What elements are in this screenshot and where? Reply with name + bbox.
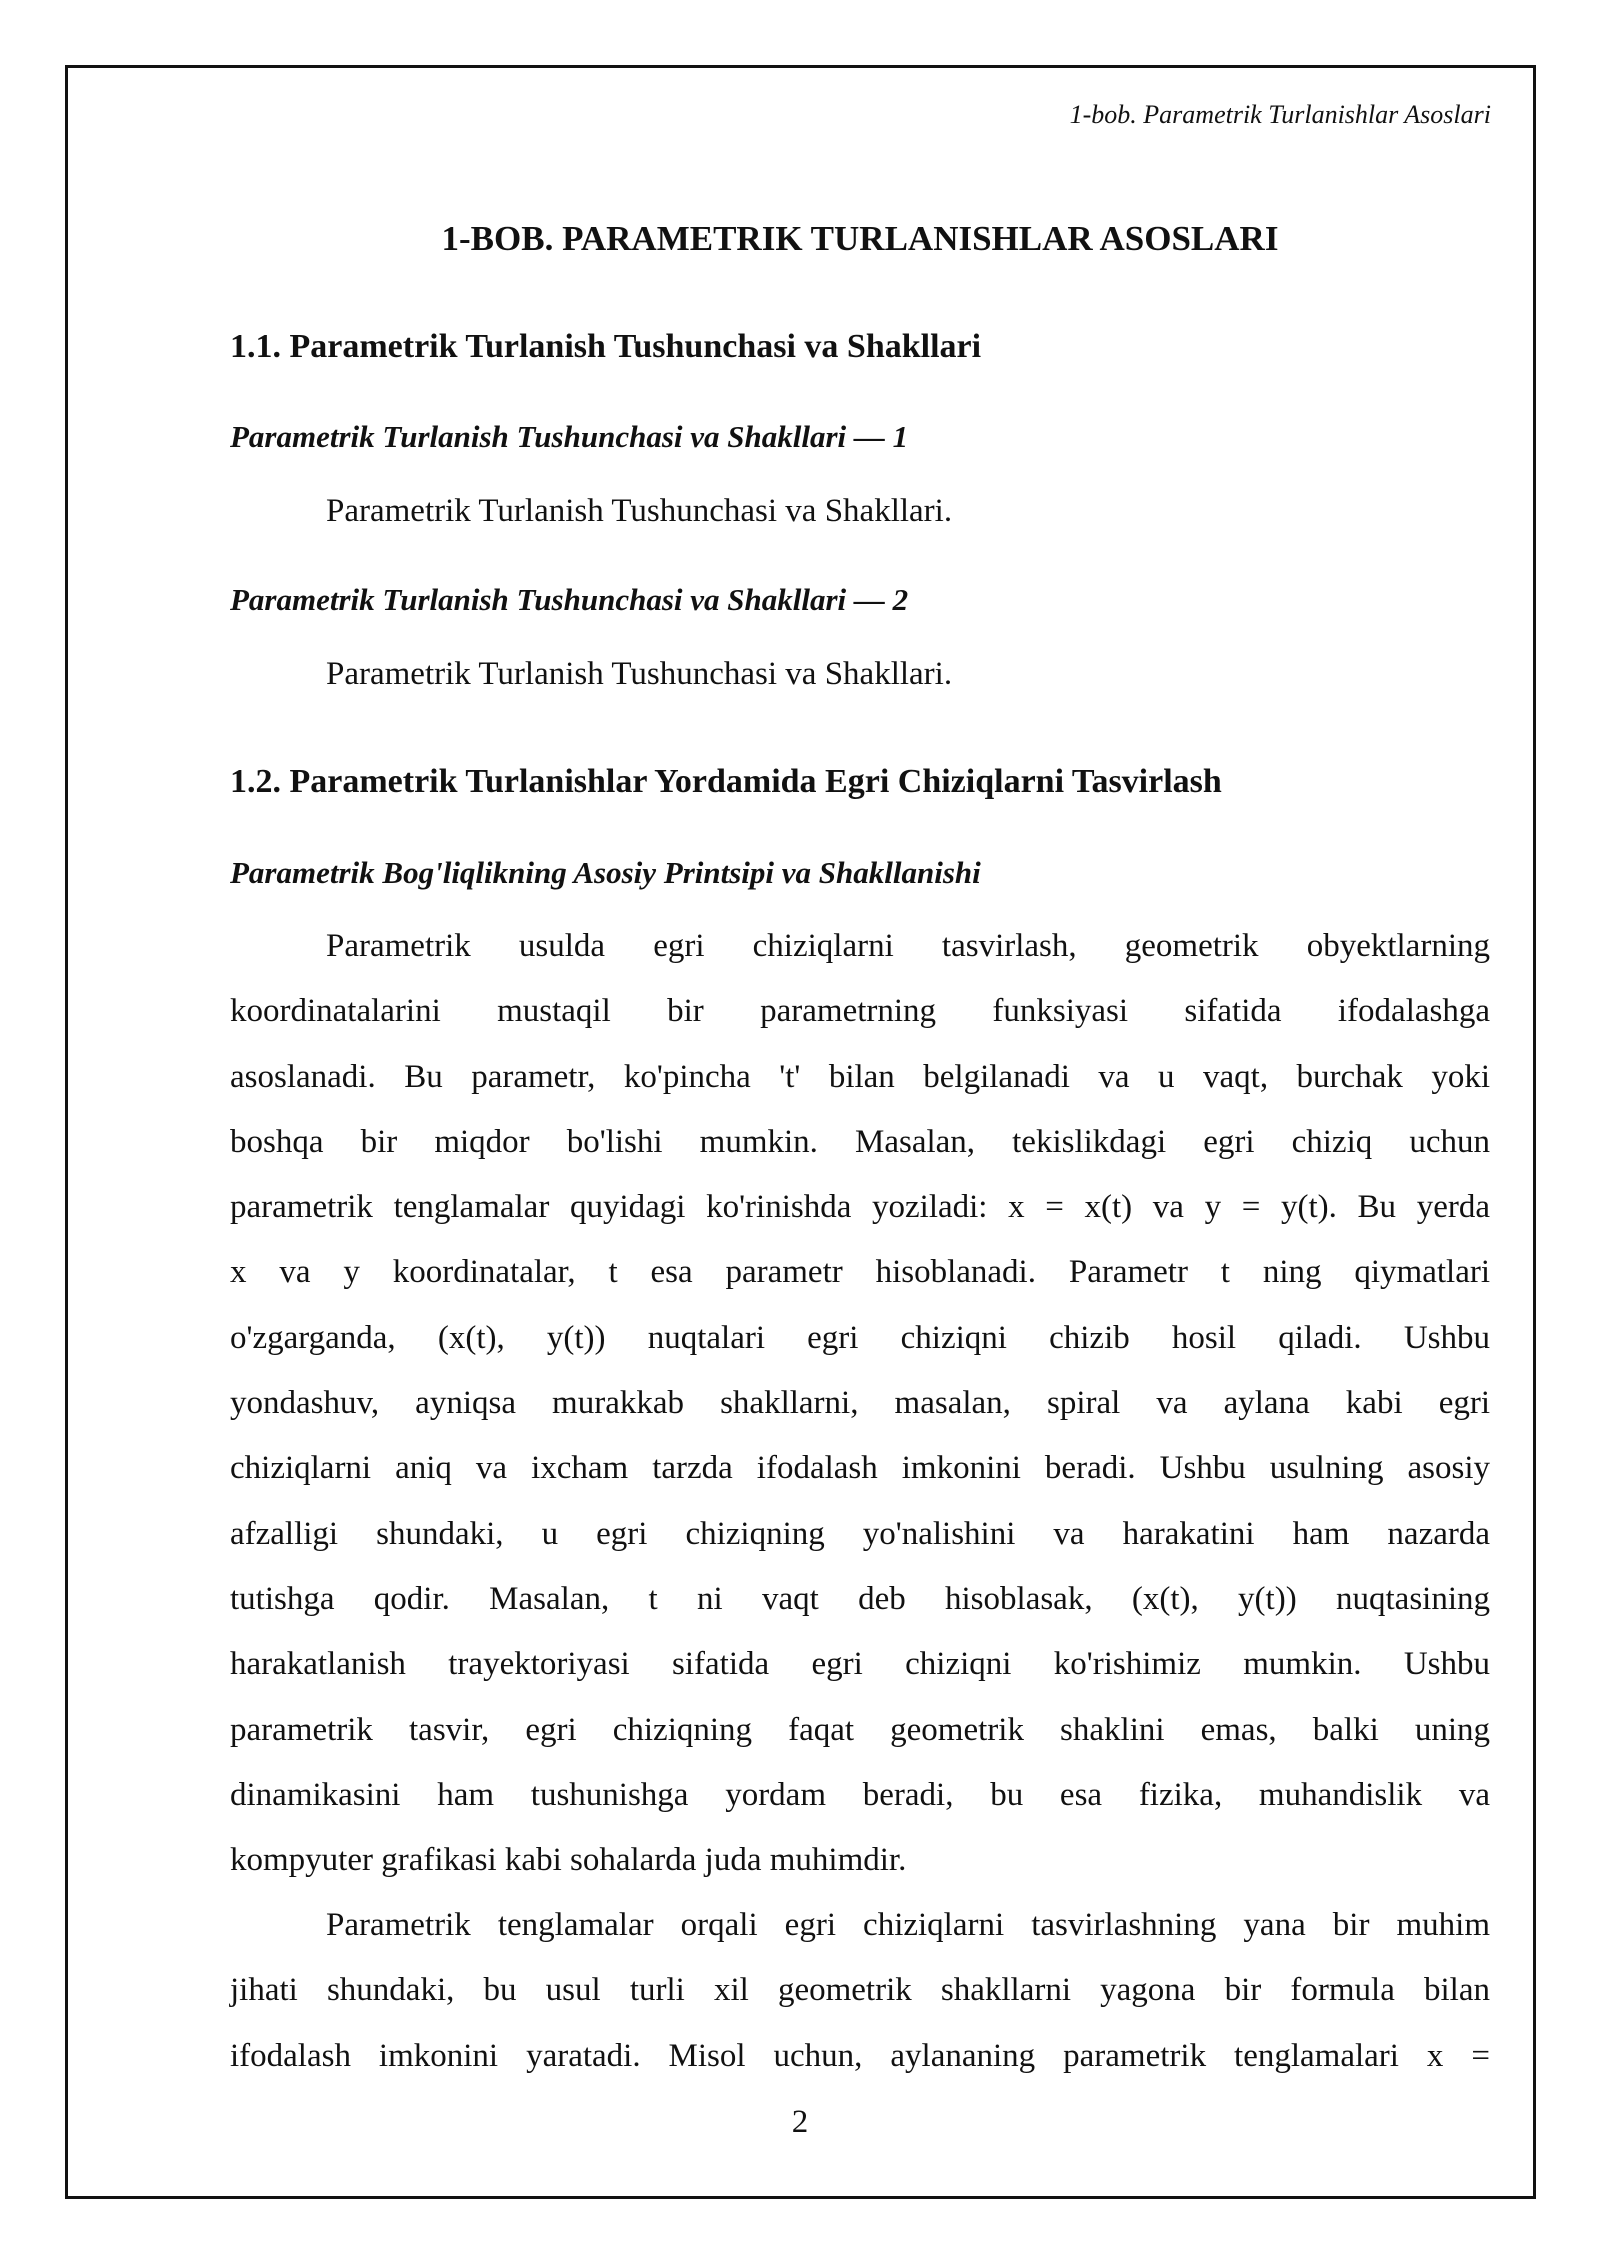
body-paragraph-2 — [230, 1903, 1490, 2099]
paragraph-line: boshqa bir miqdor bo'lishi mumkin. Masalan, tekislikdagi egri chiziq uchun — [230, 1123, 1490, 1160]
running-header: 1-bob. Parametrik Turlanishlar Asoslari — [1069, 100, 1491, 129]
paragraph-line: chiziqlarni aniq va ixcham tarzda ifodalash imkonini beradi. Ushbu usulning asosiy — [230, 1450, 1490, 1487]
paragraph-line: afzalligi shundaki, u egri chiziqning yo'nalishini va harakatini ham nazarda — [230, 1515, 1490, 1552]
paragraph-line: Parametrik usulda egri chiziqlarni tasvirlash, geometrik obyektlarning — [326, 928, 1490, 964]
paragraph-line: tutishga qodir. Masalan, t ni vaqt deb hisoblasak, (x(t), y(t)) nuqtasining — [230, 1580, 1490, 1617]
paragraph-line: x va y koordinatalar, t esa parametr hisoblanadi. Parametr t ning qiymatlari — [230, 1254, 1490, 1291]
section-heading-1-1: 1.1. Parametrik Turlanish Tushunchasi va Shakllari — [230, 328, 982, 365]
paragraph-line: harakatlanish trayektoriyasi sifatida egri chiziqni ko'rishimiz mumkin. Ushbu — [230, 1646, 1490, 1683]
paragraph-line: yondashuv, ayniqsa murakkab shakllarni, masalan, spiral va aylana kabi egri — [230, 1385, 1490, 1422]
subsection-heading-1: Parametrik Turlanish Tushunchasi va Shakllari — 1 — [230, 419, 909, 454]
paragraph-line: Parametrik tenglamalar orqali egri chiziqlarni tasvirlashning yana bir muhim — [326, 1907, 1490, 1943]
subsection-heading-2: Parametrik Turlanish Tushunchasi va Shakllari — 2 — [230, 582, 909, 617]
paragraph-line: kompyuter grafikasi kabi sohalarda juda muhimdir. — [230, 1842, 907, 1879]
paragraph-line: parametrik tasvir, egri chiziqning faqat geometrik shaklini emas, balki uning — [230, 1711, 1490, 1748]
section-heading-1-2: 1.2. Parametrik Turlanishlar Yordamida Egri Chiziqlarni Tasvirlash — [230, 763, 1222, 800]
subsection-text-2: Parametrik Turlanish Tushunchasi va Shakllari. — [326, 656, 953, 692]
paragraph-line: parametrik tenglamalar quyidagi ko'rinishda yoziladi: x = x(t) va y = y(t). Bu yerda — [230, 1189, 1490, 1226]
chapter-title: 1-BOB. PARAMETRIK TURLANISHLAR ASOSLARI — [441, 219, 1279, 258]
paragraph-line: koordinatalarini mustaqil bir parametrning funksiyasi sifatida ifodalashga — [230, 993, 1490, 1030]
subsection-text-1: Parametrik Turlanish Tushunchasi va Shakllari. — [326, 493, 953, 529]
paragraph-line: asoslanadi. Bu parametr, ko'pincha 't' bilan belgilanadi va u vaqt, burchak yoki — [230, 1058, 1490, 1095]
paragraph-line: ifodalash imkonini yaratadi. Misol uchun, aylananing parametrik tenglamalari x = — [230, 2037, 1490, 2074]
paragraph-line: dinamikasini ham tushunishga yordam beradi, bu esa fizika, muhandislik va — [230, 1776, 1490, 1813]
body-paragraph-1 — [230, 924, 1490, 1903]
paragraph-line: o'zgarganda, (x(t), y(t)) nuqtalari egri chiziqni chizib hosil qiladi. Ushbu — [230, 1319, 1490, 1356]
subsection-heading-principle: Parametrik Bog'liqlikning Asosiy Printsipi va Shakllanishi — [230, 855, 981, 890]
page-number: 2 — [791, 2104, 809, 2140]
paragraph-line: jihati shundaki, bu usul turli xil geometrik shakllarni yagona bir formula bilan — [230, 1972, 1490, 2009]
